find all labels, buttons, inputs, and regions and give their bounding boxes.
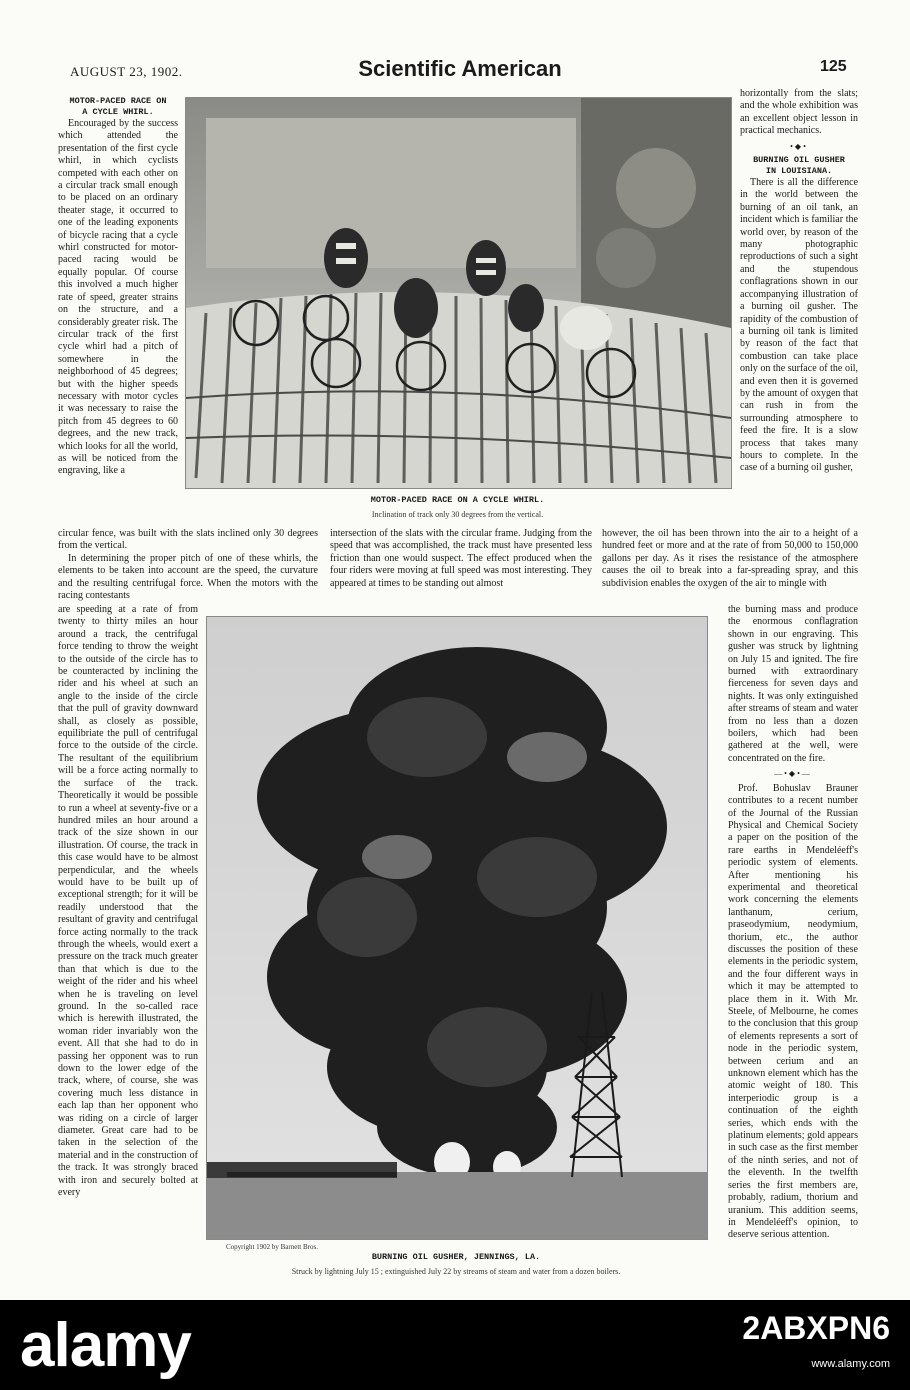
- oil-gusher-photo: [206, 616, 708, 1240]
- cycle-whirl-illustration: [186, 98, 731, 488]
- article-gusher-heading: BURNING OIL GUSHER IN LOUISIANA.: [753, 155, 845, 177]
- cycle-whirl-photo: [185, 97, 732, 489]
- article-cycle-paragraph-1: Encouraged by the success which attended the presentation of the first cycle whirl, in which cyclists competed with each other on a circular track small enough to be placed on an ordinary theater stage, it occurred to one of the leading exponents of bicycle racing that a cycle whirl constructed for motor-paced racing would be equally popular. Of course this involved a much higher rate of speed, greater strains on the structure, and a considerably greater risk. The circular track of the first cycle whirl had a pitch of somewhere in the neighborhood of 45 degrees; but with the higher speeds necessary with motor cycles it was necessary to raise the pitch from 45 degrees to 60 degrees, and the new track, which looks for all the world, as will be noticed from the engraving, like a: [58, 118, 178, 477]
- article-cycle-paragraph-2c: intersection of the slats with the circular frame. Judging from the speed that was accomplished, the track must have presented less friction than one would suspect. The effect produced when the four riders were moving at full speed was most interesting. They appeared at times to be standing out almost: [330, 528, 592, 589]
- article-gusher-paragraph-1b: however, the oil has been thrown into the air to a height of a hundred feet or more and at the rate of from 50,000 to 150,000 gallons per day. As it rises the resistance of the atmosphere causes the oil to break into a far-spreading spray, and this subdivision enables the oxygen of the air to mingle with: [602, 528, 858, 589]
- article-cycle-paragraph-end: horizontally from the slats; and the whole exhibition was an excellent object lesson in practical mechanics.: [740, 88, 858, 137]
- article-cycle-column-lower: [58, 604, 198, 1200]
- alamy-logo: alamy: [20, 1311, 191, 1380]
- article-cycle-strip-left: [58, 528, 318, 602]
- cycle-photo-subtitle: Inclination of track only 30 degrees from the vertical.: [371, 510, 544, 519]
- issue-date: AUGUST 23, 1902.: [70, 64, 183, 79]
- article-gusher-column-lower: [728, 604, 858, 1242]
- article-cycle-paragraph-1-cont: circular fence, was built with the slats inclined only 30 degrees from the vertical.: [58, 528, 318, 552]
- publication-title: Scientific American: [358, 56, 562, 81]
- article-cycle-heading: MOTOR-PACED RACE ON A CYCLE WHIRL.: [69, 96, 167, 117]
- oil-gusher-illustration: [207, 617, 707, 1239]
- image-id: 2ABXPN6: [742, 1310, 890, 1346]
- stock-footer-bar: [0, 1300, 910, 1390]
- article-cycle-strip-middle: [330, 528, 592, 590]
- section-divider-2: —•◆•—: [774, 769, 812, 779]
- page-number: 125: [820, 58, 847, 75]
- section-divider: •◆•: [790, 141, 808, 151]
- article-gusher-paragraph-1: There is all the difference in the world between the burning of an oil tank, an incident which is familiar the world over, by reason of the many photographic reproductions of such a sight and the stupendous conflagrations shown in our accompanying illustration of a burning oil gusher. The rapidity of the combustion of a burning oil tank is limited by reason of the fact that combustion can take place only on the surface of the oil, and even then it is governed by the amount of oxygen that can rush in from the surrounding atmosphere to feed the fire. It is a slow process that takes many hours to complete. In the case of a burning oil gusher,: [740, 177, 858, 474]
- article-cycle-paragraph-2b: are speeding at a rate of from twenty to thirty miles an hour around a track, the centrifugal force tending to throw the weight to the outside of the circle has to be counteracted by inclining the rider and his wheel at such an angle to the inside of the circle that the pull of gravity downward shall, as closely as possible, equilibriate the pull of centrifugal force to the outside of the circle. The resultant of the equilibrium will be a force acting normally to the surface of the track. Theoretically it would be possible to run a wheel at seventy-five or a hundred miles an hour around a track of the size shown in our illustration. Of course, the track in this case would have to be almost perpendicular, and the wheels would have to be built up of exceptional strength; for it will be readily understood that the resultant of gravity and centrifugal force acting normally to the track through the wheels, would exert a pressure on the track much greater than that which is due to the weight of the rider and his wheel when he is traveling on level ground. In the so-called race which is herewith illustrated, the woman rider invariably won the event. All that she had to do in passing her opponent was to run down to the lower edge of the track, where, of course, she was covering much less distance in each lap than her opponent who was riding on a circle of larger diameter. Great care had to be taken in the selection of the material and in the construction of the track. It was strongly braced with iron and securely bolted at every: [58, 604, 198, 1199]
- article-brauner-paragraph: Prof. Bohuslav Brauner contributes to a recent number of the Journal of the Russian Physical and Chemical Society a paper on the position of the rare earths in Mendeléeff's periodic system of elements. After mentioning his experimental and theoretical work concerning the elements lanthanum, cerium, praseodymium, neodymium, thorium, etc., the author discusses the position of these elements in the periodic system, and the four different ways in which it may be attempted to place them in it. With Mr. Steele, of Melbourne, he comes to the conclusion that this group of elements represents a sort of node in the periodic system, between cerium and an unknown element which has the atomic weight of 180. This interperiodic group is a continuation of the eighth series, which ends with the platinum elements; gold appears in such case as the first member of the ninth series, and not of the eleventh. In the twelfth series the first members are, probably, radium, thorium and uranium. This addition seems, in Mendeléeff's opinion, to deserve serious attention.: [728, 782, 858, 1241]
- article-cycle-paragraph-2: In determining the proper pitch of one of these whirls, the elements to be taken into account are the speed, the curvature and the resulting centrifugal force. When the motors with the racing contestants: [58, 552, 318, 602]
- article-gusher-strip-right: [602, 528, 858, 590]
- cycle-photo-title: MOTOR-PACED RACE ON A CYCLE WHIRL.: [370, 495, 545, 505]
- footer-url: www.alamy.com: [811, 1358, 890, 1370]
- article-cycle-column: [58, 96, 178, 478]
- gusher-photo-title: BURNING OIL GUSHER, JENNINGS, LA.: [371, 1252, 541, 1262]
- gusher-photo-subtitle: Struck by lightning July 15 ; extinguished July 22 by streams of steam and water from a dozen boilers.: [291, 1267, 621, 1276]
- article-cycle-column-right: [740, 88, 858, 475]
- gusher-photo-credit: Copyright 1902 by Barnett Bros.: [226, 1243, 318, 1251]
- article-gusher-paragraph-1c: the burning mass and produce the enormous conflagration shown in our engraving. This gusher was struck by lightning on July 15 and ignited. The fire burned with extraordinary fierceness for seven days and nights. It was only extinguished after streams of steam and water from no less than a dozen boilers, which had been gathered at the well, were concentrated on the fire.: [728, 604, 858, 764]
